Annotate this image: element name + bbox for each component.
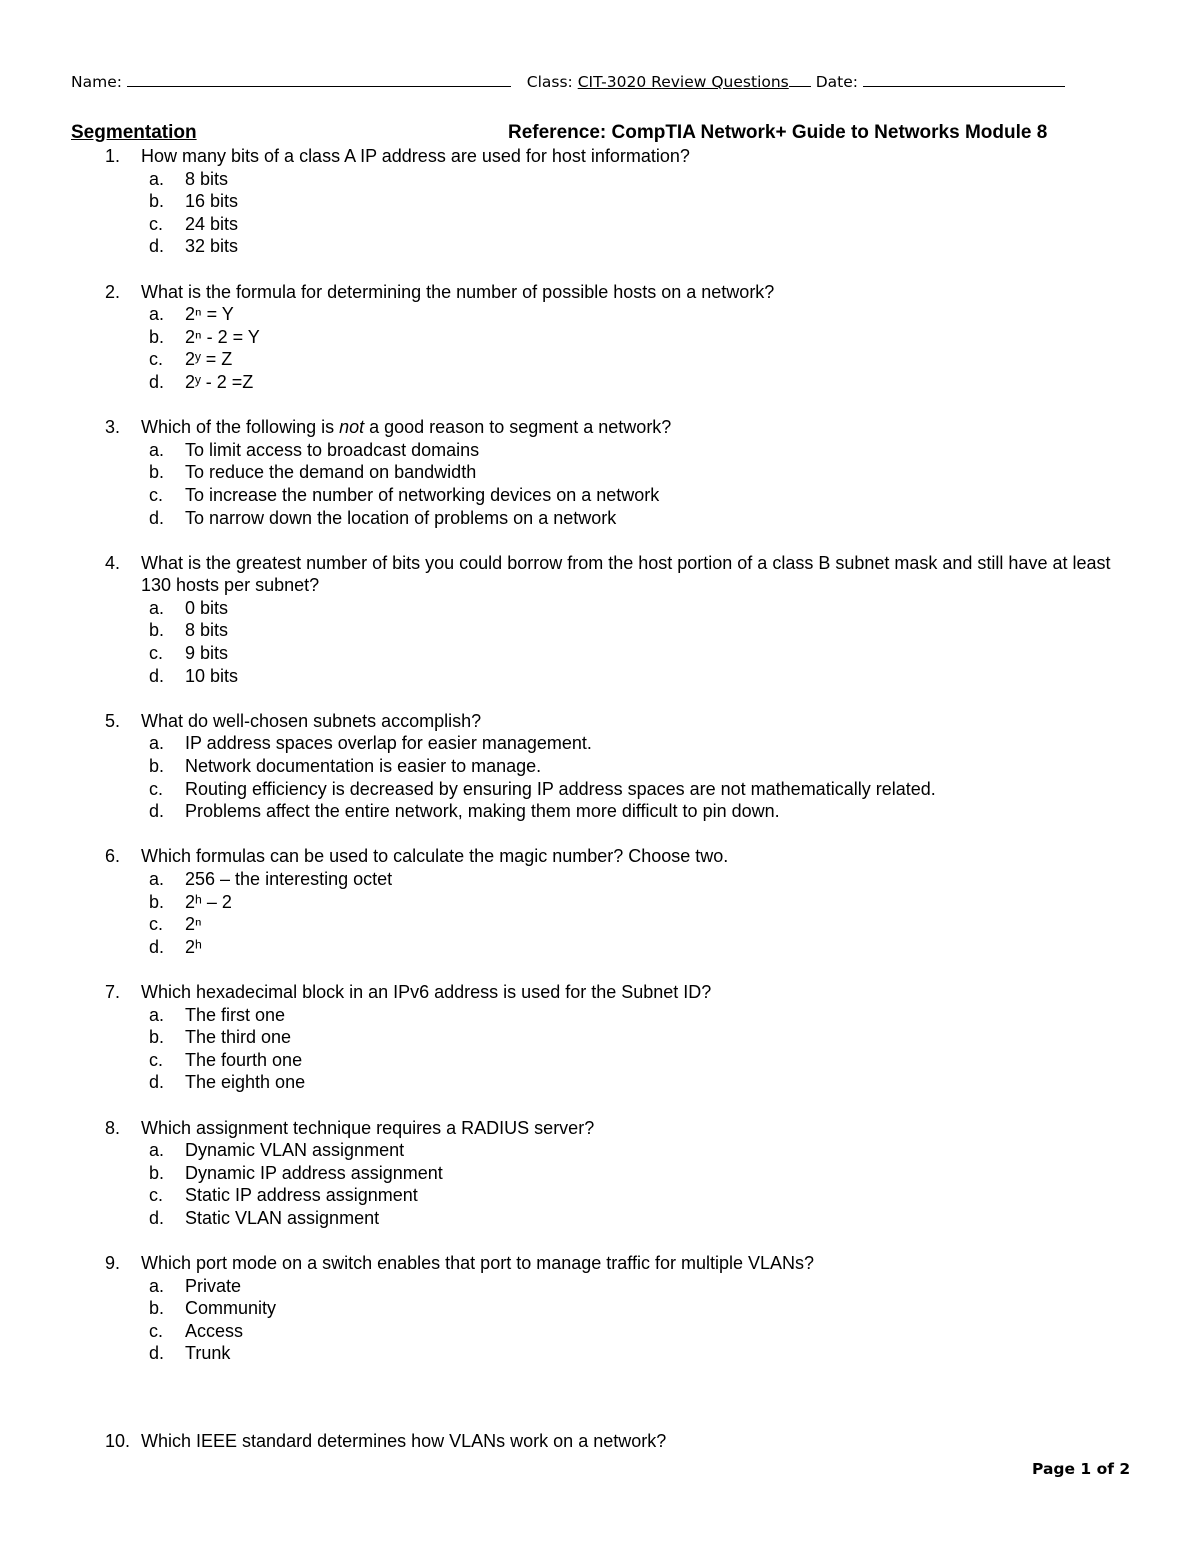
question-text: Which of the following is [141,417,340,438]
answer-option[interactable] [0,190,1200,213]
date-label: Date: [815,73,858,91]
option-letter: b. [149,1027,165,1048]
option-letter: d. [149,236,165,257]
answer-option[interactable] [0,1207,1200,1230]
option-letter: a. [149,733,165,754]
option-letter: d. [149,936,165,957]
option-letter: d. [149,1072,165,1093]
option-letter: d. [149,801,165,822]
option-letter: b. [149,891,165,912]
option-text: 8 bits [185,620,229,641]
option-letter: c. [149,484,164,505]
answer-option[interactable] [0,868,1200,891]
option-text: To reduce the demand on bandwidth [185,462,477,483]
question-stem [0,981,1200,1004]
answer-option[interactable] [0,1320,1200,1343]
question-number: 7. [105,981,121,1002]
option-letter: c. [149,778,164,799]
option-letter: a. [149,869,165,889]
answer-option[interactable] [0,800,1200,823]
question-number: 8. [105,1117,121,1138]
section-heading [71,122,1121,144]
question-number: 1. [105,146,121,166]
answer-option[interactable] [0,348,1200,371]
question-number: 10. [105,1431,131,1451]
question-2 [0,281,1200,394]
question-text: Which assignment technique requires a RADIUS server? [141,1117,595,1138]
class-label: Class: [526,73,573,91]
option-text: To increase the number of networking devices on a network [185,484,660,505]
question-text: a good reason to segment a network? [364,417,672,438]
option-letter: d. [149,1343,165,1364]
option-letter: b. [149,191,165,212]
option-letter: d. [149,1207,165,1228]
question-text: Which formulas can be used to calculate the magic number? Choose two. [141,846,729,867]
answer-option[interactable] [0,213,1200,236]
answer-option[interactable] [0,235,1200,258]
question-stem [0,281,1200,304]
question-6 [0,845,1200,958]
class-blank[interactable] [789,72,811,87]
question-stem [0,1252,1200,1275]
answer-option[interactable] [0,303,1200,326]
answer-option[interactable] [0,1004,1200,1027]
question-5 [0,710,1200,823]
option-text: To limit access to broadcast domains [185,439,480,460]
answer-option[interactable] [0,326,1200,349]
answer-option[interactable] [0,507,1200,530]
answer-option[interactable] [0,168,1200,191]
answer-option[interactable] [0,642,1200,665]
answer-option[interactable] [0,1049,1200,1072]
option-text: 0 bits [185,597,229,618]
question-3 [0,416,1200,529]
question-text: How many bits of a class A IP address are used for host information? [141,146,690,166]
option-text: Private [185,1275,242,1296]
answer-option[interactable] [0,755,1200,778]
option-letter: c. [149,914,164,935]
question-9 [0,1252,1200,1365]
name-label: Name: [71,73,122,91]
option-text: 256 – the interesting octet [185,869,393,889]
question-text: Which port mode on a switch enables that port to manage traffic for multiple VLANs? [141,1253,815,1274]
option-text: 2ⁿ [185,914,202,935]
question-stem [0,710,1200,733]
option-text: To narrow down the location of problems on a network [185,507,617,528]
worksheet-header [71,72,1121,91]
question-8 [0,1117,1200,1230]
option-letter: c. [149,643,164,664]
answer-option[interactable] [0,913,1200,936]
option-text: 2ʸ - 2 =Z [185,371,254,392]
answer-option[interactable] [0,1162,1200,1185]
question-text: What is the formula for determining the number of possible hosts on a network? [141,281,775,302]
page-number: Page 1 of 2 [1032,1460,1131,1478]
question-emphasis: not [339,417,365,438]
option-letter: c. [149,1049,164,1070]
answer-option[interactable] [0,371,1200,394]
answer-option[interactable] [0,665,1200,688]
question-number: 9. [105,1253,121,1274]
option-letter: a. [149,1275,165,1296]
option-letter: d. [149,371,165,392]
option-text: Dynamic VLAN assignment [185,1140,405,1161]
answer-option[interactable] [0,891,1200,914]
question-10 [0,1430,1200,1453]
option-letter: a. [149,439,165,460]
option-text: 8 bits [185,168,229,189]
answer-option[interactable] [0,461,1200,484]
question-stem [0,145,1200,168]
option-text: The fourth one [185,1049,303,1070]
option-letter: a. [149,1004,165,1025]
option-text: 10 bits [185,665,239,686]
question-number: 6. [105,846,121,867]
option-text: The third one [185,1027,292,1048]
question-text: Which IEEE standard determines how VLANs work on a network? [141,1431,667,1451]
section-title: Segmentation [71,122,197,143]
answer-option[interactable] [0,732,1200,755]
option-text: Routing efficiency is decreased by ensuring IP address spaces are not mathematically related. [185,778,936,799]
question-1 [0,145,1200,258]
option-letter: b. [149,462,165,483]
answer-option[interactable] [0,484,1200,507]
option-text: 2ⁿ - 2 = Y [185,326,260,347]
option-letter: b. [149,756,165,777]
answer-option[interactable] [0,1026,1200,1049]
question-text: What is the greatest number of bits you could borrow from the host portion of a class B subnet mask and still have at least 130 hosts per subnet? [141,552,1111,596]
answer-option[interactable] [0,1275,1200,1298]
option-letter: c. [149,213,164,234]
question-7 [0,981,1200,1094]
option-text: 2ʸ = Z [185,349,233,370]
answer-option[interactable] [0,1139,1200,1162]
option-text: Access [185,1320,244,1341]
option-letter: c. [149,1185,164,1206]
question-number: 5. [105,710,121,731]
option-letter: d. [149,507,165,528]
date-blank[interactable] [863,72,1065,87]
option-letter: b. [149,326,165,347]
option-letter: a. [149,168,165,189]
option-text: The first one [185,1004,286,1025]
question-stem [0,1117,1200,1140]
option-letter: d. [149,665,165,686]
question-number: 4. [105,552,121,573]
option-letter: a. [149,1140,165,1161]
option-text: Static IP address assignment [185,1185,418,1206]
question-4 [0,552,1200,688]
option-text: 2ʰ [185,936,202,957]
option-text: 2ⁿ = Y [185,304,234,325]
option-letter: c. [149,349,164,370]
question-stem [0,845,1200,868]
section-reference: Reference: CompTIA Network+ Guide to Networks Module 8 [508,122,1048,143]
option-letter: b. [149,620,165,641]
option-text: Trunk [185,1343,231,1364]
answer-option[interactable] [0,1184,1200,1207]
question-number: 3. [105,417,121,438]
option-text: Problems affect the entire network, making them more difficult to pin down. [185,801,780,822]
option-text: Network documentation is easier to manage. [185,756,542,777]
answer-option[interactable] [0,778,1200,801]
answer-option[interactable] [0,1297,1200,1320]
answer-option[interactable] [0,1071,1200,1094]
question-list [0,145,1200,1388]
name-blank[interactable] [127,72,511,87]
answer-option[interactable] [0,439,1200,462]
option-text: Dynamic IP address assignment [185,1162,443,1183]
option-text: 9 bits [185,643,229,664]
option-letter: c. [149,1320,164,1341]
question-text: What do well-chosen subnets accomplish? [141,710,482,731]
option-letter: b. [149,1162,165,1183]
question-number: 2. [105,281,121,302]
question-text: Which hexadecimal block in an IPv6 address is used for the Subnet ID? [141,981,712,1002]
question-stem [0,552,1200,597]
option-text: IP address spaces overlap for easier management. [185,733,592,754]
answer-option[interactable] [0,597,1200,620]
option-letter: b. [149,1298,165,1319]
option-text: The eighth one [185,1072,306,1093]
option-text: 2ʰ – 2 [185,891,232,912]
option-text: 24 bits [185,213,239,234]
option-text: 16 bits [185,191,239,212]
answer-option[interactable] [0,936,1200,959]
answer-option[interactable] [0,1342,1200,1365]
option-text: Community [185,1298,277,1319]
option-letter: a. [149,304,165,325]
answer-option[interactable] [0,619,1200,642]
option-text: Static VLAN assignment [185,1207,380,1228]
option-letter: a. [149,597,165,618]
option-text: 32 bits [185,236,239,257]
question-stem [0,416,1200,439]
class-value: CIT-3020 Review Questions [577,73,789,91]
